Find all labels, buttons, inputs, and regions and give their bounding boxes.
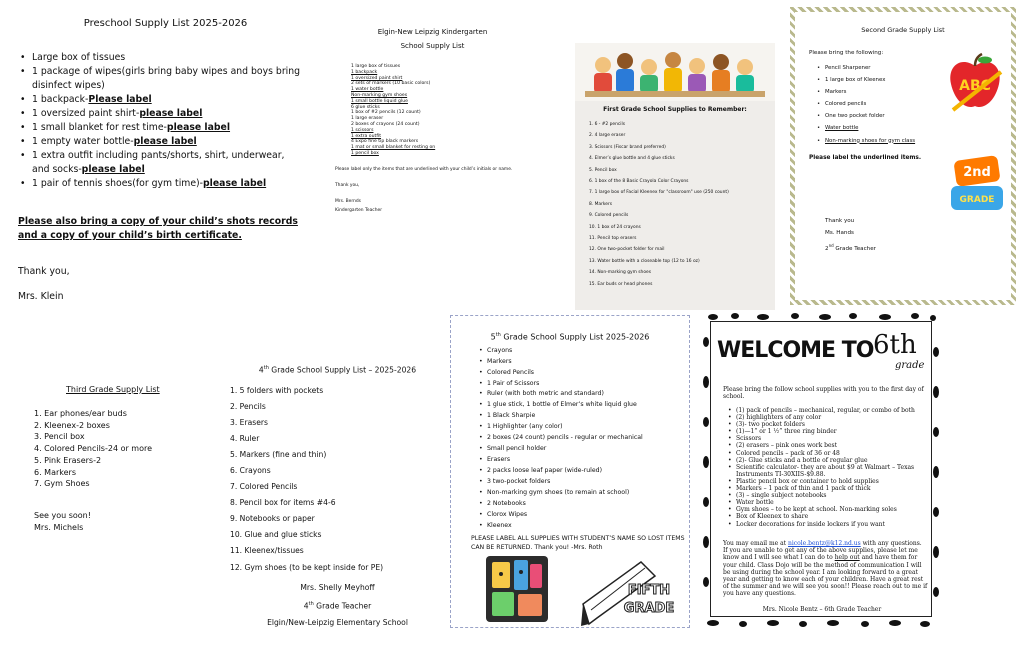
preschool-items (18, 51, 303, 191)
second-grade-signoff (825, 215, 1011, 255)
sixth-grade-letter (710, 321, 932, 617)
thanks-text: Thank you (825, 217, 855, 224)
teacher-name: Mrs. Klein (18, 291, 64, 302)
third-grade-supply-list (28, 385, 198, 545)
fourth-grade-signoff (225, 580, 450, 627)
list-item: • Kleenex (451, 521, 689, 532)
list-item: • Markers – 1 pack of thin and 1 pack of thick (715, 485, 929, 492)
preschool-signoff (18, 265, 303, 303)
fourth-grade-items (225, 383, 450, 576)
list-item: 8. Markers (589, 201, 613, 207)
list-item: • (1)—1” or 1 ½” three ring binder (715, 428, 929, 435)
thanks-text: Thank you, (335, 182, 360, 188)
list-item: • 1 Pair of Scissors (451, 379, 689, 390)
fifth-grade-title: 5th Grade School Supply List 2025-2026 (490, 332, 650, 342)
svg-text:ABC: ABC (959, 78, 991, 94)
list-item: 1. Ear phones/ear buds (34, 409, 127, 418)
svg-text:GRADE: GRADE (623, 601, 675, 616)
list-item: 15. Ear buds or head phones (589, 281, 653, 287)
svg-text:FIFTH: FIFTH (627, 583, 671, 598)
svg-text:GRADE: GRADE (959, 195, 995, 205)
preschool-title: Preschool Supply List 2025-2026 (83, 18, 248, 29)
list-item: 7. Gym Shoes (34, 479, 90, 489)
list-item: • Small pencil holder (451, 444, 689, 455)
first-grade-supply-list (575, 43, 775, 310)
second-grade-supply-list (790, 7, 1016, 305)
fifth-grade-supply-list (450, 315, 690, 628)
list-item: • (3)- two pocket folders (715, 421, 929, 428)
teacher-name: Mrs. Nicole Bentz – 6th Grade Teacher (762, 606, 882, 613)
list-item: • Non-marking shoes for gym class (795, 135, 1011, 147)
list-item: • Scissors (715, 435, 929, 442)
list-item: • (2) highlighters of any color (715, 414, 929, 421)
kindergarten-supply-list (325, 28, 540, 258)
list-item: • 1 backpack-Please label (18, 93, 303, 107)
list-item: • Pencil Sharpener (795, 62, 1011, 74)
fifth-grade-note: PLEASE LABEL ALL SUPPLIES WITH STUDENT’S NAME SO LOST ITEMS CAN BE RETURNED. Thank you! -Mrs. Roth (471, 534, 685, 551)
list-item: 10. Glue and glue sticks (230, 530, 322, 540)
list-item: • 1 package of wipes(girls bring baby wipes and boys bring disinfect wipes) (18, 65, 303, 93)
list-item: 13. Water bottle with a closeable top (12 to 16 oz) (589, 258, 700, 264)
kindergarten-note: Please label only the items that are underlined with your child’s initials or name. (335, 166, 513, 172)
list-item: 6. 1 box of the 8 Basic Crayola Color Crayons (589, 179, 689, 185)
list-item: • Non-marking gym shoes (to remain at school) (451, 488, 689, 499)
teacher-name: Mrs. Bernds (335, 198, 361, 204)
list-item: 5. Pencil box (589, 167, 617, 173)
list-item: 11. Pencil top erasers (589, 236, 637, 242)
list-item: • (1) pack of pencils – mechanical, regular, or combo of both (715, 407, 929, 414)
list-item: 12. Gym shoes (to be kept inside for PE) (230, 562, 384, 572)
list-item: 4 Expo fine tip black markers (351, 139, 419, 145)
fourth-grade-title: 4th Grade School Supply List – 2025-2026 (258, 365, 417, 375)
third-grade-items (28, 408, 198, 490)
list-item: • 1 extra outfit including pants/shorts, shirt, underwear, and socks-please label (18, 149, 303, 177)
grade-word: grade (895, 360, 925, 371)
list-item: 10. 1 box of 24 crayons (589, 224, 641, 230)
list-item: 3. Pencil box (34, 432, 85, 442)
email-link[interactable]: nicole.bentz@k12.nd.us (788, 540, 861, 547)
list-item: 4. Elmer’s glue bottle and 4 glue sticks (589, 156, 675, 162)
list-item: 1. 5 folders with pockets (230, 385, 324, 395)
second-grade-intro: Please bring the following: (809, 50, 884, 56)
teacher-name: Ms. Hands (825, 230, 854, 237)
teacher-name: Mrs. Michels (34, 522, 84, 532)
list-item: 8. Pencil box for items #4-6 (230, 498, 336, 508)
list-item: • Crayons (451, 346, 689, 357)
kindergarten-title: Elgin-New Leipzig Kindergarten (377, 28, 488, 36)
list-item: • Erasers (451, 455, 689, 466)
apple-abc-icon (945, 52, 1005, 114)
list-item: • (2) erasers – pink ones work best (715, 442, 929, 449)
list-item: • Colored Pencils (451, 368, 689, 379)
list-item: • 2 Notebooks (451, 499, 689, 510)
list-item: 1 pencil box (351, 150, 379, 156)
school-name: Elgin/New-Leipzig Elementary School (267, 618, 408, 627)
list-item: 9. Notebooks or paper (230, 514, 315, 524)
kindergarten-subtitle: School Supply List (400, 42, 465, 50)
sixth-grade-intro: Please bring the follow school supplies with you to the first day of school. (723, 386, 924, 401)
list-item: • 1 empty water bottle-please label (18, 135, 303, 149)
welcome-text: WELCOME TO (717, 338, 874, 363)
list-item: • Markers (451, 357, 689, 368)
preschool-note: Please also bring a copy of your child’s shots records and a copy of your child’s birth certificate. (18, 216, 298, 241)
teacher-role: 2nd Grade Teacher (825, 242, 876, 252)
list-item: 1 large box of tissues (351, 64, 401, 69)
list-item: • 1 large box of Kleenex (795, 74, 1011, 86)
fifth-grade-pencil-icon (581, 554, 686, 626)
list-item: 2. Kleenex-2 boxes (34, 420, 110, 430)
list-item: 1 large eraser (351, 116, 384, 122)
list-item: • Clorox Wipes (451, 510, 689, 521)
list-item: 3. Scissors (Fiscar brand preferred) (589, 144, 666, 150)
sixth-grade-closing: You may email me at nicole.bentz@k12.nd.us with any questions. If you are unable to get any of the above supplies, please let me know and I will see what I can do to help out and have them for your child. Class Dojo will be the method of communication I will be using during the school year. I am looking forward to a great year and getting to know each of your children. Have a great rest of the summer and we will see you soon!! Please reach out to me if you have any questions. (723, 540, 928, 598)
list-item: • One two pocket folder (795, 110, 1011, 122)
list-item: 1. 6 - #2 pencils (589, 122, 626, 127)
closing-text: See you soon! (34, 510, 91, 520)
list-item: 1 oversized paint shirt (351, 75, 403, 81)
teacher-role: 4th Grade Teacher (303, 601, 372, 611)
list-item: 1 water bottle (351, 87, 384, 93)
list-item: • Colored pencils – pack of 36 or 48 (715, 450, 929, 457)
teacher-role: Kindergarten Teacher (335, 207, 383, 213)
list-item: 1 backpack (351, 69, 378, 75)
list-item: • 1 small blanket for rest time-please label (18, 121, 303, 135)
sixth-grade-items (715, 407, 929, 528)
list-item: Non-marking gym shoes (351, 92, 408, 98)
second-grade-badge-icon (949, 152, 1005, 216)
list-item: 1 scissors (351, 127, 374, 133)
svg-text:2nd: 2nd (963, 165, 991, 180)
list-item: • 1 Black Sharpie (451, 411, 689, 422)
list-item: • Scientific calculator- they are about $9 at Walmart – Texas Instruments TI-30XIIS-$9.88. (715, 464, 929, 478)
teacher-name: Mrs. Shelly Meyhoff (300, 582, 375, 592)
list-item: 5. Markers (fine and thin) (230, 449, 327, 459)
list-item: 5. Pink Erasers-2 (34, 455, 102, 465)
first-grade-items (575, 119, 775, 290)
list-item: • Gym shoes – to be kept at school. Non-marking soles (715, 506, 929, 513)
list-item: 7. 1 large box of Facial Kleenex for "classroom" use (250 count) (589, 190, 729, 196)
children-clipart-icon (575, 43, 775, 101)
kindergarten-items (325, 64, 540, 157)
list-item: 1 small bottle liquid glue (351, 98, 408, 104)
list-item: • 2 packs loose leaf paper (wide-ruled) (451, 466, 689, 477)
list-item: • Ruler (with both metric and standard) (451, 389, 689, 400)
list-item: • Water bottle (795, 122, 1011, 134)
list-item: 14. Non-marking gym shoes (589, 270, 652, 276)
list-item: • Box of Kleenex to share (715, 513, 929, 520)
list-item: • Plastic pencil box or container to hold supplies (715, 478, 929, 485)
list-item: 1 mat or small blanket for resting on (351, 145, 436, 151)
list-item: 6 glue sticks (351, 104, 380, 110)
list-item: 12. One two-pocket folder for mail (589, 247, 665, 253)
second-grade-title: Second Grade Supply List (861, 26, 945, 34)
third-grade-title: Third Grade Supply List (66, 385, 160, 394)
list-item: • (3) – single subject notebooks (715, 492, 929, 499)
list-item: • Markers (795, 86, 1011, 98)
fourth-grade-supply-list (225, 365, 450, 627)
list-item: • 2 boxes (24 count) pencils - regular or mechanical (451, 433, 689, 444)
list-item: 1 box of #2 pencils (12 count) (351, 110, 421, 116)
list-item: • 1 Highlighter (any color) (451, 422, 689, 433)
list-item: • 3 two-pocket folders (451, 477, 689, 488)
preschool-supply-list (18, 18, 303, 318)
list-item: • Large box of tissues (18, 51, 303, 65)
children-clipart (575, 43, 775, 101)
list-item: 7. Colored Pencils (230, 482, 298, 492)
list-item: • Water bottle (715, 499, 929, 506)
second-grade-note: Please label the underlined items. (809, 154, 922, 161)
sixth-number: 6th (873, 330, 917, 360)
third-grade-signoff (34, 510, 198, 533)
list-item: 4. Colored Pencils-24 or more (34, 444, 153, 454)
list-item: • 1 pair of tennis shoes(for gym time)-please label (18, 177, 303, 191)
list-item: 4. Ruler (230, 433, 260, 443)
sixth-grade-supply-list (703, 312, 939, 628)
list-item: 1 extra outfit (351, 133, 382, 139)
list-item: 2 boxes of crayons (24 count) (351, 121, 420, 127)
first-grade-title: First Grade School Supplies to Remember: (603, 106, 747, 113)
fifth-grade-items (451, 346, 689, 532)
list-item: 3. Erasers (230, 417, 268, 427)
list-item: • 1 oversized paint shirt-please label (18, 107, 303, 121)
list-item: • (2)- Glue sticks and a bottle of regular glue (715, 457, 929, 464)
list-item: • Locker decorations for inside lockers if you want (715, 521, 929, 528)
list-item: 2 sets of markers (10 basic colors) (351, 81, 431, 87)
list-item: • 1 glue stick, 1 bottle of Elmer’s white liquid glue (451, 400, 689, 411)
list-item: 2. 4 large eraser (589, 133, 626, 139)
list-item: 11. Kleenex/tissues (230, 546, 304, 556)
list-item: 2. Pencils (230, 401, 266, 411)
welcome-banner (717, 332, 927, 376)
thanks-text: Thank you, (18, 266, 70, 277)
list-item: 6. Crayons (230, 466, 271, 475)
list-item: 6. Markers (34, 467, 76, 477)
list-item: 9. Colored pencils (589, 213, 629, 219)
list-item: • Colored pencils (795, 98, 1011, 110)
